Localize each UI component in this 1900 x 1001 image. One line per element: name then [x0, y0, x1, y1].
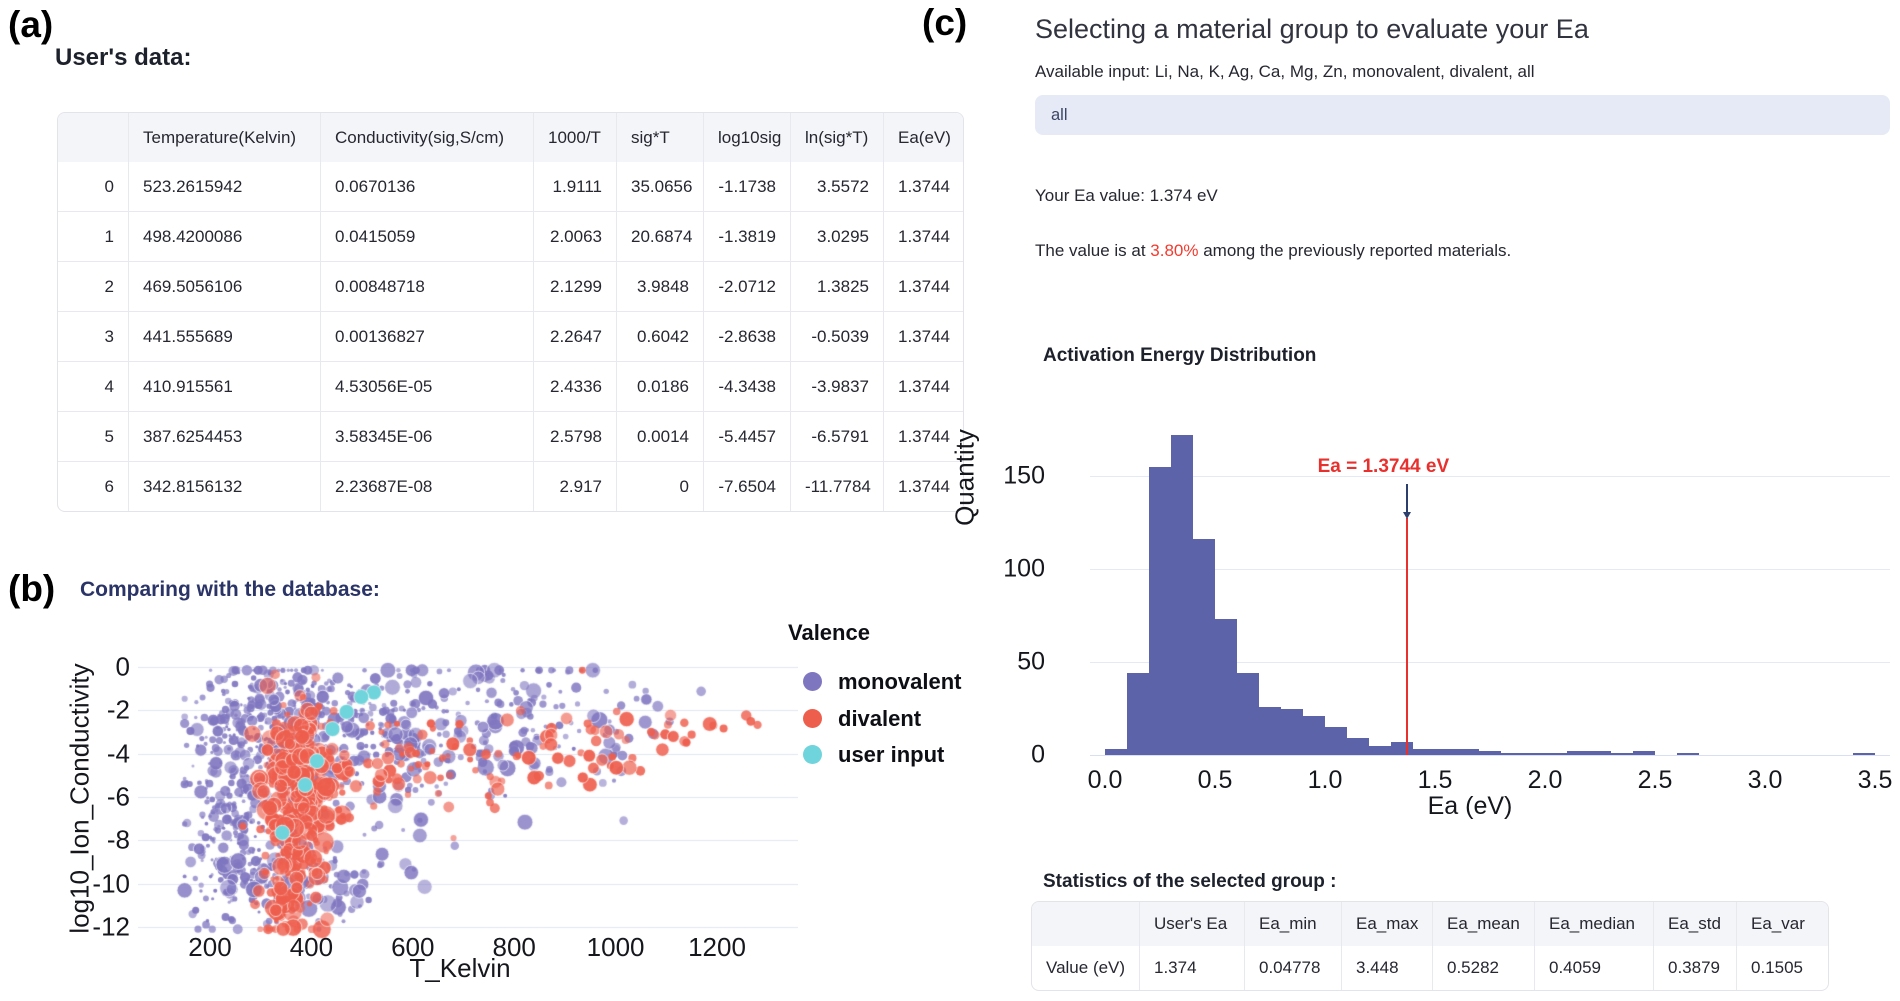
- y-tick-label: -4: [106, 738, 130, 769]
- table-cell: 0.00136827: [321, 312, 534, 362]
- table-cell: 4: [58, 362, 129, 412]
- y-tick-label: -10: [92, 868, 130, 899]
- histogram-bar: [1325, 727, 1347, 755]
- x-tick-label: 400: [289, 932, 334, 962]
- histogram-bar: [1435, 749, 1457, 755]
- table-cell: -7.6504: [704, 462, 791, 511]
- column-header: Ea_mean: [1433, 902, 1535, 946]
- y-tick-label: 0: [115, 651, 130, 682]
- histogram-bar: [1149, 467, 1171, 755]
- histogram-bar: [1677, 753, 1699, 755]
- x-tick-label: 1.0: [1307, 766, 1343, 794]
- table-cell: 2.4336: [534, 362, 617, 412]
- x-tick-label: 600: [391, 932, 435, 962]
- table-cell: 2.2647: [534, 312, 617, 362]
- table-cell: 4.53056E-05: [321, 362, 534, 412]
- table-row: [58, 312, 963, 362]
- y-tick-label: 100: [1003, 554, 1045, 583]
- y-tick-label: -2: [106, 694, 130, 725]
- panel-b-label: (b): [8, 568, 56, 609]
- table-cell: 3.58345E-06: [321, 412, 534, 462]
- column-header: 1000/T: [534, 113, 617, 162]
- table-cell: 20.6874: [617, 212, 704, 262]
- table-row: [58, 412, 963, 462]
- table-cell: 0: [617, 462, 704, 511]
- ea-value-text: Your Ea value: 1.374 eV: [1035, 186, 1218, 205]
- column-header: Ea(eV): [884, 113, 963, 162]
- compare-database-heading: Comparing with the database:: [80, 578, 380, 601]
- table-cell: 0: [58, 162, 129, 212]
- column-header: Conductivity(sig,S/cm): [321, 113, 534, 162]
- panel-a-label: (a): [8, 4, 54, 45]
- histogram-bar: [1611, 753, 1633, 755]
- table-cell: -3.9837: [791, 362, 884, 412]
- x-tick-label: 3.5: [1857, 766, 1893, 794]
- histogram-bar: [1457, 749, 1479, 755]
- table-cell: 342.8156132: [129, 462, 321, 511]
- gridline: [1090, 755, 1890, 756]
- histogram-bar: [1853, 753, 1875, 755]
- stats-heading: Statistics of the selected group :: [1043, 871, 1337, 892]
- user-data-heading: User's data:: [55, 44, 192, 71]
- histogram-bar: [1567, 751, 1589, 755]
- table-cell: 1.3744: [884, 362, 963, 412]
- histogram-bar: [1127, 673, 1149, 755]
- table-cell: 0.0186: [617, 362, 704, 412]
- table-cell: 2: [58, 262, 129, 312]
- column-header: ln(sig*T): [791, 113, 884, 162]
- column-header: Temperature(Kelvin): [129, 113, 321, 162]
- x-tick-label: 0.5: [1197, 766, 1233, 794]
- column-header: Ea_std: [1654, 902, 1737, 946]
- table-row: [58, 262, 963, 312]
- table-cell: -1.1738: [704, 162, 791, 212]
- table-cell: 0.3879: [1654, 946, 1737, 990]
- table-cell: 0.1505: [1751, 958, 1803, 977]
- table-cell: 441.555689: [129, 312, 321, 362]
- table-cell: -4.3438: [704, 362, 791, 412]
- table-cell: 0.4059: [1535, 946, 1654, 990]
- stats-table: [1031, 901, 1829, 991]
- x-tick-label: 2.0: [1527, 766, 1563, 794]
- panel-c-title: Selecting a material group to evaluate your Ea: [1035, 14, 1589, 44]
- x-tick-label: 200: [188, 932, 232, 962]
- histogram-bar: [1193, 539, 1215, 755]
- table-cell: 523.2615942: [129, 162, 321, 212]
- table-row: [58, 362, 963, 412]
- legend-dot: [803, 745, 822, 764]
- table-cell: -11.7784: [791, 462, 884, 511]
- histogram-bar: [1413, 749, 1435, 755]
- column-header: [58, 113, 129, 162]
- table-cell: -2.0712: [704, 262, 791, 312]
- ea-marker-line: [1406, 518, 1408, 755]
- table-cell: 3.9848: [617, 262, 704, 312]
- column-header: Ea_max: [1342, 902, 1433, 946]
- table-cell: 387.6254453: [129, 412, 321, 462]
- table-cell: 3.5572: [791, 162, 884, 212]
- percentile-prefix: The value is at: [1035, 241, 1151, 260]
- table-row: [58, 462, 963, 511]
- y-tick-label: 150: [1003, 461, 1045, 490]
- legend-label: monovalent: [838, 669, 962, 694]
- column-header: log10sig: [704, 113, 791, 162]
- table-cell: 3.448: [1342, 946, 1433, 990]
- table-cell: 1.3744: [898, 476, 950, 496]
- table-cell: 5: [58, 412, 129, 462]
- histogram-bar: [1171, 435, 1193, 755]
- histogram-bar: [1105, 749, 1127, 755]
- table-cell: 0.00848718: [321, 262, 534, 312]
- table-cell: 469.5056106: [129, 262, 321, 312]
- histogram-bar: [1545, 753, 1567, 755]
- table-cell: 3.0295: [791, 212, 884, 262]
- histogram-bar: [1501, 753, 1523, 755]
- panel-c-label: (c): [922, 2, 968, 43]
- table-cell: 2.23687E-08: [321, 462, 534, 511]
- histogram-bar: [1633, 751, 1655, 755]
- histogram-bar: [1237, 673, 1259, 755]
- y-tick-label: -8: [106, 824, 130, 855]
- percentile-text: [1035, 241, 1511, 261]
- available-input-text: Available input: Li, Na, K, Ag, Ca, Mg, Zn, monovalent, divalent, all: [1035, 62, 1535, 81]
- scatter-y-axis-label: log10_Ion_Conductivity: [64, 663, 95, 934]
- histogram-bar: [1391, 742, 1413, 755]
- table-cell: Value (eV): [1032, 946, 1140, 990]
- histogram-bar: [1523, 753, 1545, 755]
- table-cell: 2.0063: [534, 212, 617, 262]
- marker-arrow-head: [1403, 512, 1411, 519]
- histogram-heading: Activation Energy Distribution: [1043, 345, 1317, 366]
- table-cell: 0.6042: [617, 312, 704, 362]
- table-cell: 0.5282: [1433, 946, 1535, 990]
- scatter-x-axis-label: T_Kelvin: [409, 953, 511, 983]
- table-cell: 1.3744: [884, 312, 963, 362]
- histogram-bar: [1347, 738, 1369, 755]
- legend-label: user input: [838, 742, 945, 767]
- table-cell: 1.3825: [791, 262, 884, 312]
- column-header: Ea_var: [1737, 902, 1828, 946]
- ea-marker-label: Ea = 1.3744 eV: [1317, 456, 1450, 477]
- table-cell: 1.374: [1140, 946, 1245, 990]
- histogram-bar: [1259, 707, 1281, 755]
- table-cell: 2.917: [534, 462, 617, 511]
- table-cell: 1.3744: [884, 212, 963, 262]
- x-tick-label: 1200: [688, 932, 746, 962]
- table-row: [58, 162, 963, 212]
- column-header: Ea_median: [1535, 902, 1654, 946]
- y-tick-label: 0: [1031, 740, 1045, 769]
- table-cell: 1.3744: [884, 262, 963, 312]
- table-cell: 1: [58, 212, 129, 262]
- histogram-y-axis-label: Quantity: [949, 429, 980, 526]
- table-cell: -2.8638: [704, 312, 791, 362]
- histogram-x-axis-label: Ea (eV): [1427, 792, 1513, 820]
- table-cell: 0.04778: [1245, 946, 1342, 990]
- histogram-plot[interactable]: [1090, 420, 1890, 756]
- column-header: sig*T: [617, 113, 704, 162]
- table-cell: 2.5798: [534, 412, 617, 462]
- table-row: [1032, 946, 1828, 990]
- table-cell: 1.3744: [884, 162, 963, 212]
- table-cell: 35.0656: [617, 162, 704, 212]
- x-tick-label: 3.0: [1747, 766, 1783, 794]
- histogram-bar: [1281, 709, 1303, 756]
- column-header: Ea_min: [1245, 902, 1342, 946]
- x-tick-label: 0.0: [1087, 766, 1123, 794]
- material-group-input[interactable]: [1035, 95, 1890, 135]
- table-cell: -1.3819: [704, 212, 791, 262]
- table-cell: 1.9111: [534, 162, 617, 212]
- legend-dot: [803, 709, 822, 728]
- y-tick-label: 50: [1017, 647, 1045, 676]
- percentile-suffix: among the previously reported materials.: [1198, 241, 1512, 260]
- table-cell: -0.5039: [791, 312, 884, 362]
- table-row: [58, 212, 963, 262]
- x-tick-label: 1.5: [1417, 766, 1453, 794]
- x-tick-label: 1000: [586, 932, 645, 962]
- table-cell: -6.5791: [791, 412, 884, 462]
- table-cell: -5.4457: [704, 412, 791, 462]
- legend-title: Valence: [788, 620, 870, 645]
- histogram-bar: [1215, 619, 1237, 755]
- scatter-canvas: [138, 640, 798, 940]
- material-group-input-value: all: [1051, 105, 1068, 124]
- table-cell: 498.4200086: [129, 212, 321, 262]
- table-cell: 0.0014: [617, 412, 704, 462]
- table-cell: 3: [58, 312, 129, 362]
- legend-dot: [803, 672, 822, 691]
- column-header: User's Ea: [1140, 902, 1245, 946]
- histogram-bar: [1303, 716, 1325, 755]
- x-tick-label: 2.5: [1637, 766, 1673, 794]
- percentile-value: 3.80%: [1150, 241, 1199, 260]
- table-cell: 0.0670136: [321, 162, 534, 212]
- marker-arrow: [1406, 484, 1408, 512]
- table-cell: 410.915561: [129, 362, 321, 412]
- y-tick-label: -12: [92, 911, 130, 942]
- scatter-plot[interactable]: [0, 600, 980, 1001]
- column-header: [1032, 902, 1140, 946]
- table-cell: 6: [58, 462, 129, 511]
- table-cell: 0.0415059: [321, 212, 534, 262]
- user-data-table: [57, 112, 964, 512]
- y-tick-label: -6: [106, 781, 130, 812]
- histogram-bar: [1479, 751, 1501, 755]
- gridline: [1090, 476, 1890, 477]
- table-cell: 1.3744: [884, 412, 963, 462]
- legend-label: divalent: [838, 706, 922, 731]
- histogram-bar: [1369, 746, 1391, 755]
- histogram-bar: [1589, 751, 1611, 755]
- table-cell: 2.1299: [534, 262, 617, 312]
- x-tick-label: 800: [492, 932, 536, 962]
